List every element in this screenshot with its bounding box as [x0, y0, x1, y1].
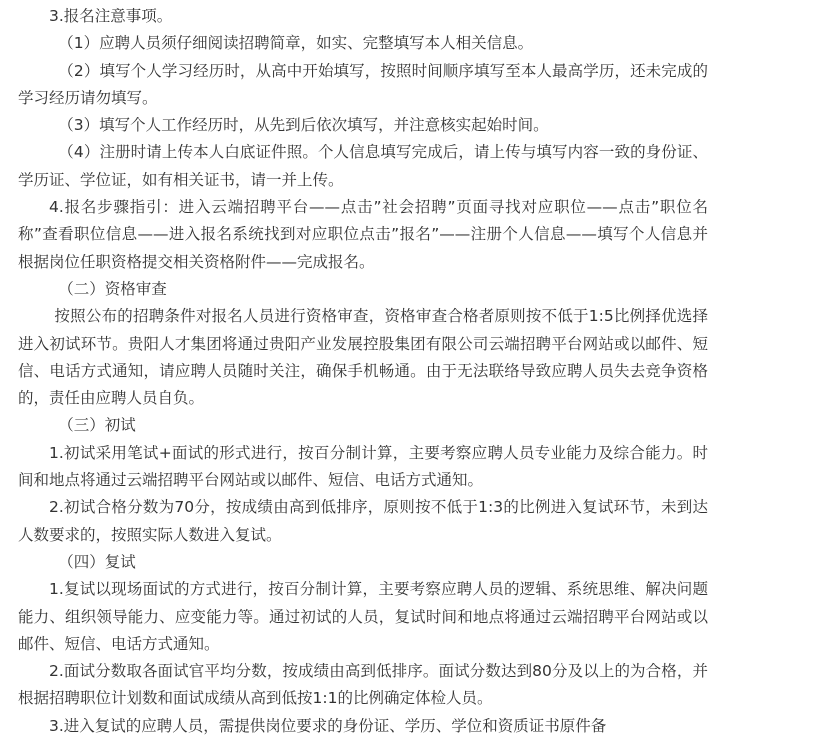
paragraph-preliminary-exam-2: 2.初试合格分数为70分，按成绩由高到低排序，原则按不低于1:3的比例进入复试环节，未到达人数要求的，按照实际人数进入复试。 — [18, 498, 708, 544]
heading-reexam: （四）复试 — [58, 552, 136, 571]
paragraph-note-1: （1）应聘人员须仔细阅读招聘简章，如实、完整填写本人相关信息。 — [58, 34, 534, 53]
paragraph-note-4: （4）注册时请上传本人白底证件照。个人信息填写完成后，请上传与填写内容一致的身份证、学历证、学位证，如有相关证书，请一并上传。 — [18, 143, 708, 189]
paragraph-note-3: （3）填写个人工作经历时，从先到后依次填写，并注意核实起始时间。 — [58, 116, 549, 135]
paragraph-reexam-2: 2.面试分数取各面试官平均分数，按成绩由高到低排序。面试分数达到80分及以上的为合格，并根据招聘职位计划数和面试成绩从高到低按1:1的比例确定体检人员。 — [18, 662, 708, 708]
paragraph-reexam-3: 3.进入复试的应聘人员，需提供岗位要求的身份证、学历、学位和资质证书原件备 — [49, 716, 607, 735]
article-body — [18, 3, 708, 740]
paragraph-registration-steps: 4.报名步骤指引：进入云端招聘平台——点击”社会招聘”页面寻找对应职位——点击”职位名称”查看职位信息——进入报名系统找到对应职位点击”报名”——注册个人信息——填写个人信息并根据岗位任职资格提交相关资格附件——完成报名。 — [18, 198, 708, 271]
paragraph-qualification-review: 按照公布的招聘条件对报名人员进行资格审查，资格审查合格者原则按不低于1:5比例择优选择进入初试环节。贵阳人才集团将通过贵阳产业发展控股集团有限公司云端招聘平台网站或以邮件、短信、电话方式通知，请应聘人员随时关注，确保手机畅通。由于无法联络导致应聘人员失去竞争资格的，责任由应聘人员自负。 — [18, 307, 708, 408]
heading-qualification-review: （二）资格审查 — [58, 279, 167, 298]
paragraph-reexam-1: 1.复试以现场面试的方式进行，按百分制计算，主要考察应聘人员的逻辑、系统思维、解决问题能力、组织领导能力、应变能力等。通过初试的人员，复试时间和地点将通过云端招聘平台网站或以邮件、短信、电话方式通知。 — [18, 580, 708, 653]
paragraph-note-2: （2）填写个人学习经历时，从高中开始填写，按照时间顺序填写至本人最高学历，还未完成的学习经历请勿填写。 — [18, 61, 708, 107]
paragraph-registration-notes: 3.报名注意事项。 — [49, 7, 173, 25]
paragraph-preliminary-exam-1: 1.初试采用笔试+面试的形式进行，按百分制计算，主要考察应聘人员专业能力及综合能力。时间和地点将通过云端招聘平台网站或以邮件、短信、电话方式通知。 — [18, 443, 708, 490]
heading-preliminary-exam: （三）初试 — [58, 416, 136, 435]
